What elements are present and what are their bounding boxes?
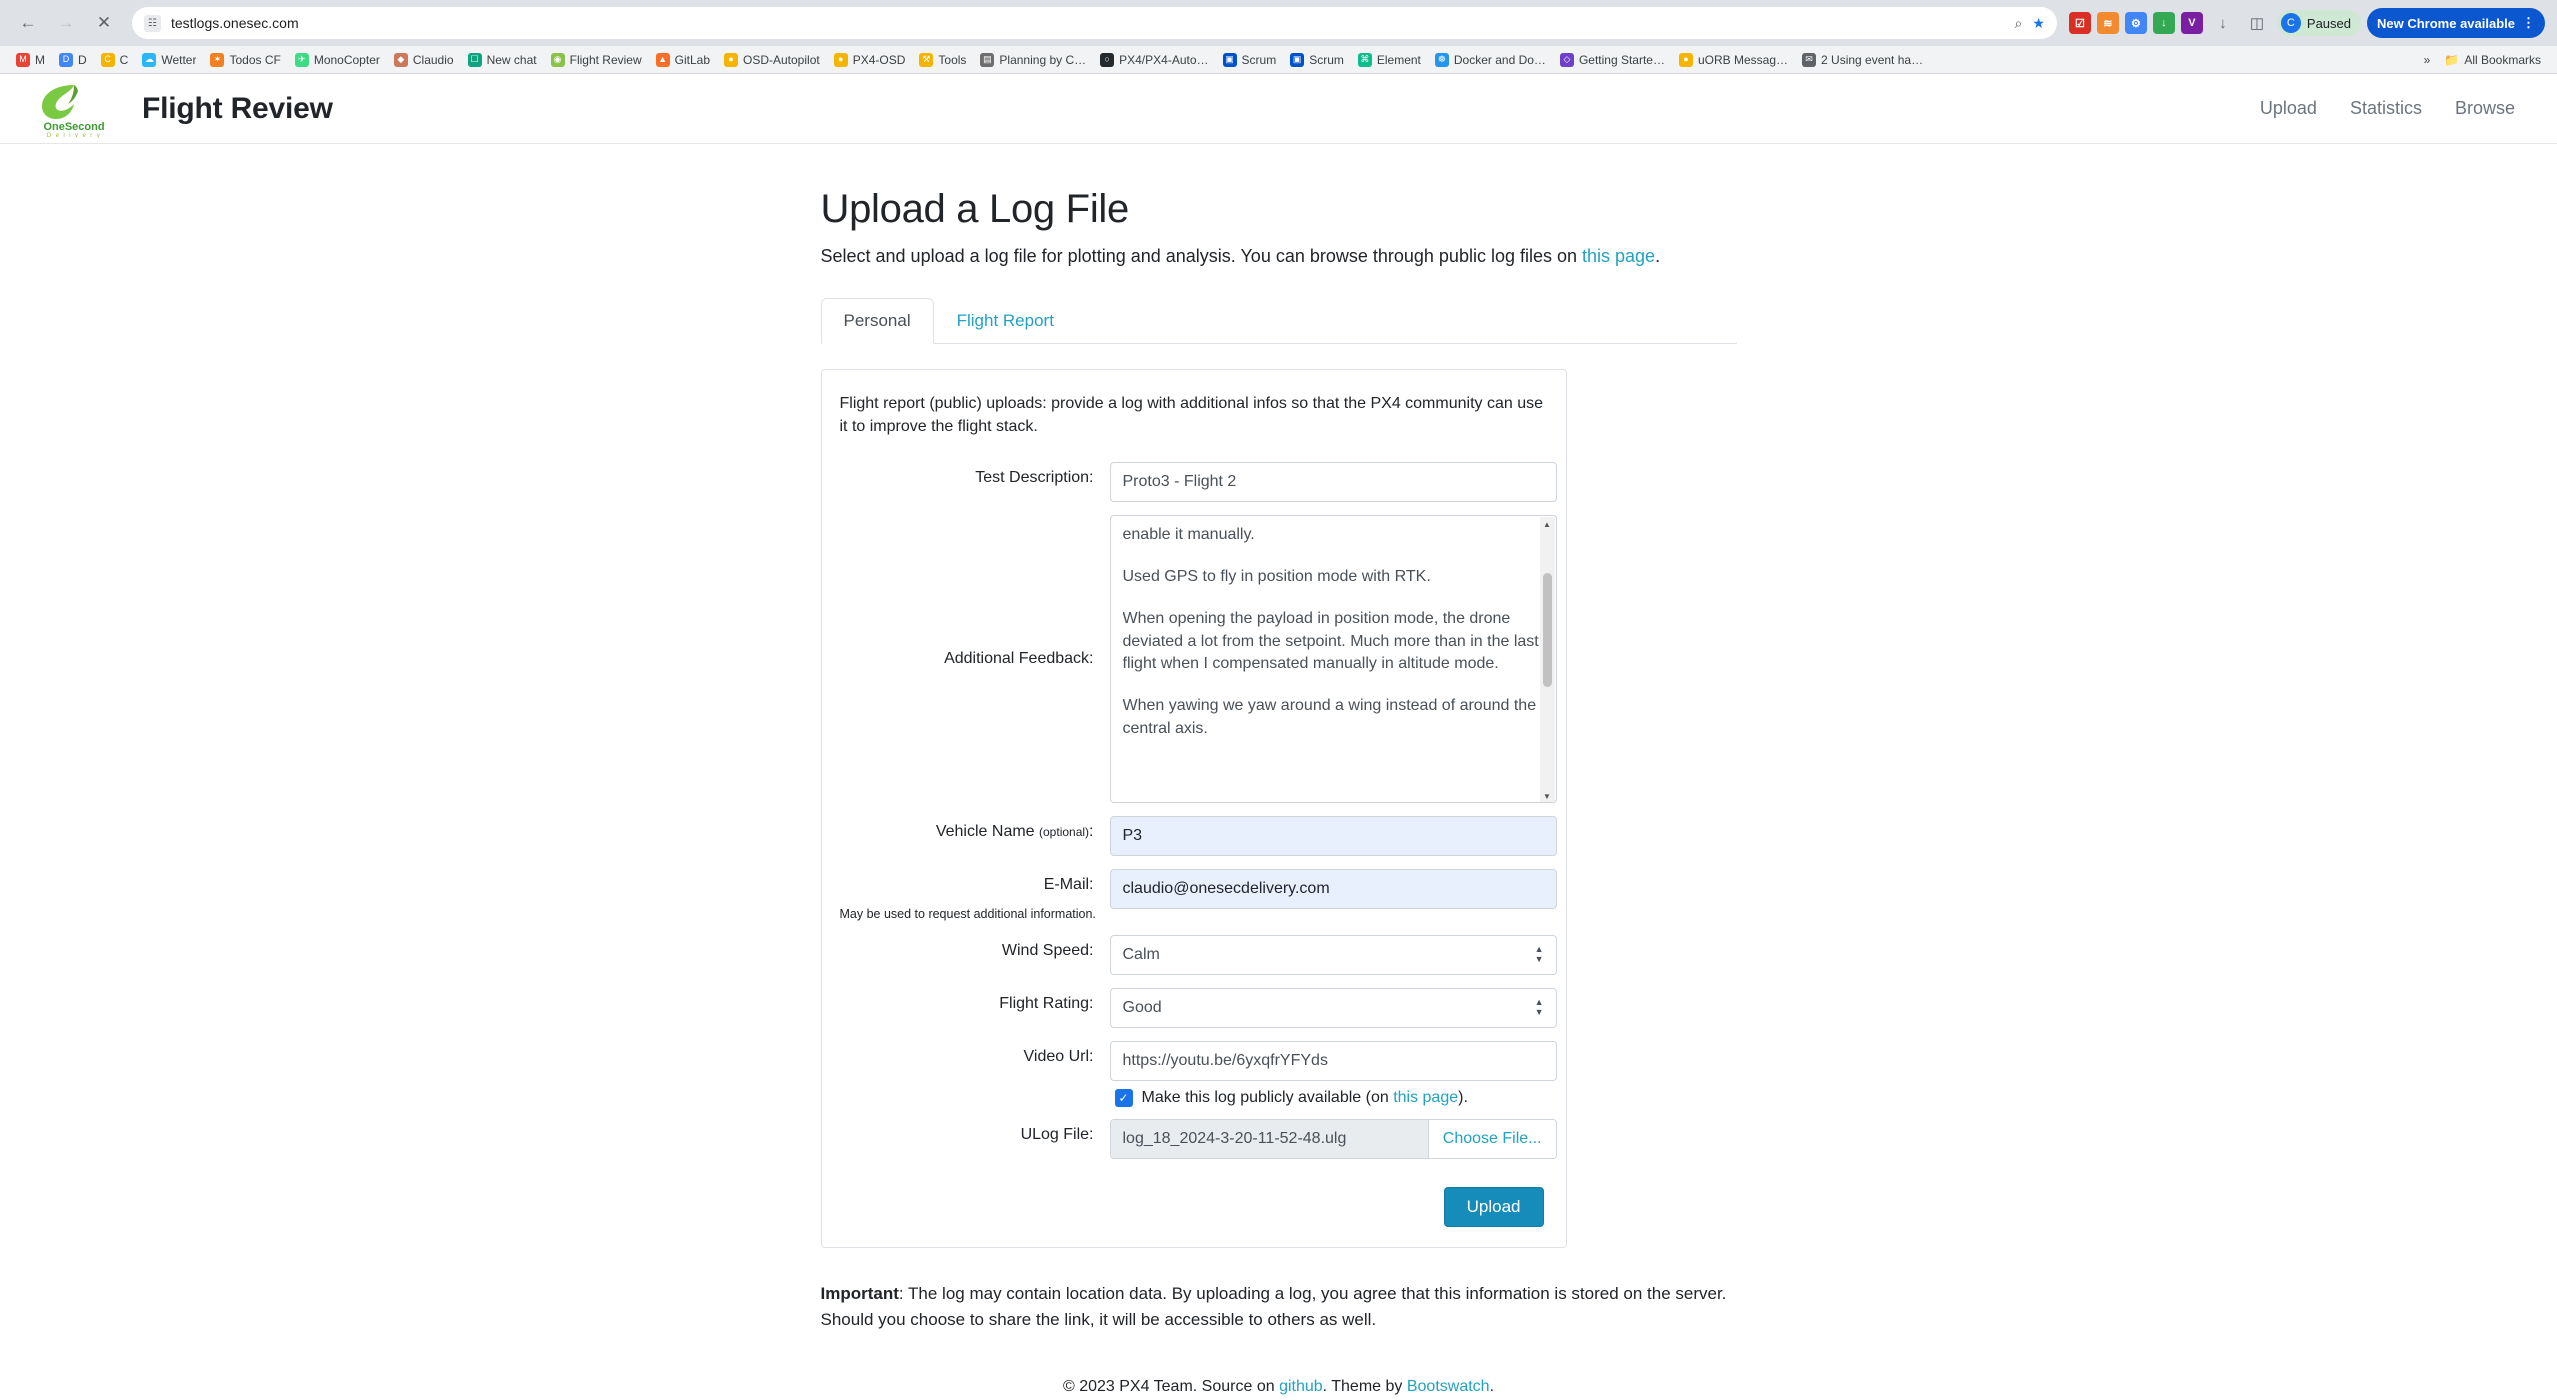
feedback-text-content xyxy=(1123,524,1543,794)
back-icon[interactable]: ← xyxy=(19,13,37,32)
vehicle-name-input[interactable]: P3 xyxy=(1110,816,1557,856)
footer-theme-suffix: . xyxy=(1489,1377,1495,1395)
wind-speed-select[interactable] xyxy=(1110,935,1557,975)
feedback-paragraph: enable it manually. xyxy=(1122,526,1255,544)
bookmark-label: Todos CF xyxy=(229,52,281,67)
vehicle-label xyxy=(840,816,1110,841)
tab-personal[interactable]: Personal xyxy=(821,298,934,344)
all-bookmarks-button[interactable] xyxy=(2438,50,2547,70)
bookmark-label: Scrum xyxy=(1309,52,1344,67)
public-log-row xyxy=(1115,1089,1544,1107)
address-bar[interactable] xyxy=(132,7,2057,39)
footer-github-link[interactable]: github xyxy=(1279,1377,1323,1395)
form-row-ulog xyxy=(840,1119,1544,1159)
mail-icon: ✉ xyxy=(1802,53,1816,67)
form-row-email xyxy=(840,869,1544,909)
bookmark-label: Getting Starte… xyxy=(1578,52,1665,67)
bookmark-item[interactable] xyxy=(1796,50,1929,70)
bookmark-item[interactable] xyxy=(388,50,460,70)
bookmark-label: uORB Messag… xyxy=(1697,52,1789,67)
bookmark-star-icon[interactable]: ★ xyxy=(2032,14,2045,31)
chevron-updown-icon: ▲ ▼ xyxy=(1534,944,1544,965)
flight-review-icon: ◉ xyxy=(551,53,565,67)
svg-text:OneSecond: OneSecond xyxy=(43,120,105,133)
bookmark-item[interactable] xyxy=(1673,50,1794,70)
chat-icon: ☐ xyxy=(468,53,482,67)
feedback-field-wrap xyxy=(1110,515,1557,803)
public-log-label xyxy=(1142,1089,1468,1107)
folder-icon: ● xyxy=(834,53,848,67)
chrome-update-label: New Chrome available xyxy=(2377,15,2515,31)
bookmark-item[interactable] xyxy=(462,50,543,70)
bookmark-item[interactable] xyxy=(1094,50,1214,70)
bookmark-item[interactable] xyxy=(545,50,648,70)
panel-note: Flight report (public) uploads: provide a log with additional infos so that the PX4 community can use it to improve the flight stack. xyxy=(839,395,1543,436)
bookmark-label: Wetter xyxy=(161,52,197,67)
browser-toolbar xyxy=(0,0,2557,46)
nav-statistics[interactable]: Statistics xyxy=(2349,98,2422,118)
extension-vimium-icon[interactable]: ↓ xyxy=(2153,12,2175,34)
scrollbar-thumb[interactable] xyxy=(1543,573,1552,687)
site-navbar xyxy=(0,74,2557,144)
bookmark-item[interactable] xyxy=(289,50,386,70)
vehicle-label-text: Vehicle Name xyxy=(935,823,1035,841)
form-row-rating xyxy=(840,988,1544,1028)
bookmark-favicon-c: C xyxy=(101,53,115,67)
bookmark-label: Tools xyxy=(938,52,967,67)
bookmark-item[interactable] xyxy=(1429,50,1552,70)
brand[interactable] xyxy=(22,80,333,138)
bookmark-item[interactable] xyxy=(1554,50,1671,70)
main-container xyxy=(821,144,1737,1248)
downloads-icon[interactable]: ↓ xyxy=(2219,14,2227,32)
feedback-paragraph: Used GPS to fly in position mode with RTK. xyxy=(1122,568,1431,586)
upload-button[interactable]: Upload xyxy=(1444,1187,1544,1227)
avatar: C xyxy=(2281,13,2301,33)
ulog-field-wrap xyxy=(1110,1119,1557,1159)
bookmark-item[interactable] xyxy=(136,50,202,70)
form-row-description xyxy=(840,462,1544,502)
nav-upload[interactable]: Upload xyxy=(2259,98,2317,118)
wind-label: Wind Speed: xyxy=(1001,942,1094,960)
kebab-menu-icon[interactable]: ⋮ xyxy=(2522,15,2535,30)
bookmark-label: MonoCopter xyxy=(313,52,380,67)
email-input[interactable]: claudio@onesecdelivery.com xyxy=(1110,869,1557,909)
video-url-input[interactable]: https://youtu.be/6yxqfrYFYds xyxy=(1110,1041,1557,1081)
cloud-icon: ☁ xyxy=(142,53,156,67)
bookmark-label: GitLab xyxy=(674,52,710,67)
bookmarks-overflow-icon[interactable]: » xyxy=(2423,52,2431,67)
site-info-icon[interactable]: ☷ xyxy=(144,15,161,32)
flight-rating-select[interactable] xyxy=(1110,988,1557,1028)
bookmark-item[interactable] xyxy=(95,50,135,70)
footer-theme-prefix: . Theme by xyxy=(1322,1377,1407,1395)
bookmark-label: Element xyxy=(1376,52,1421,67)
bookmark-item[interactable] xyxy=(974,50,1092,70)
flight-rating-value: Good xyxy=(1122,999,1162,1017)
footer-bootswatch-link[interactable]: Bootswatch xyxy=(1406,1377,1490,1395)
github-icon: ○ xyxy=(1100,53,1114,67)
lead-suffix: . xyxy=(1655,246,1661,266)
scroll-up-icon[interactable]: ▲ xyxy=(1543,519,1551,529)
bookmarks-bar xyxy=(0,46,2557,74)
all-bookmarks-label: All Bookmarks xyxy=(2464,52,2541,67)
public-log-suffix: ). xyxy=(1458,1089,1468,1107)
profile-chip[interactable] xyxy=(2277,10,2361,36)
page-lead xyxy=(821,246,1737,267)
lead-text: Select and upload a log file for plotting and analysis. You can browse through public log files on xyxy=(820,246,1583,266)
chevron-updown-icon: ▲ ▼ xyxy=(1534,997,1544,1018)
video-field-wrap xyxy=(1110,1041,1557,1081)
side-panel-icon[interactable]: ◫ xyxy=(2249,15,2264,32)
bookmark-favicon-d: D xyxy=(59,53,73,67)
site-footer xyxy=(0,1378,2557,1396)
important-text: : The log may contain location data. By uploading a log, you agree that this information is stored on the server. Should you choose to share the link, it will be accessible to others as well. xyxy=(820,1284,1727,1329)
svg-text:D e l i v e r y: D e l i v e r y xyxy=(46,132,102,138)
bookmark-label: Planning by C… xyxy=(999,52,1087,67)
book-icon: ◇ xyxy=(1560,53,1574,67)
form-row-feedback xyxy=(840,515,1551,803)
bookmark-item[interactable] xyxy=(204,50,286,70)
extension-v-icon[interactable]: V xyxy=(2181,12,2203,34)
rating-field-wrap xyxy=(1110,988,1557,1028)
address-bar-url[interactable]: testlogs.onesec.com xyxy=(171,15,299,31)
bookmark-item[interactable] xyxy=(650,50,716,70)
sparkle-icon: ✶ xyxy=(210,53,224,67)
tab-flight-report[interactable]: Flight Report xyxy=(956,311,1054,330)
feedback-scrollbar[interactable] xyxy=(1540,517,1555,803)
bookmark-label: Scrum xyxy=(1241,52,1277,67)
important-note xyxy=(821,1281,1737,1331)
wind-field-wrap xyxy=(1110,935,1557,975)
form-row-wind xyxy=(840,935,1544,975)
vehicle-label-optional: (optional) xyxy=(1039,825,1090,840)
video-label: Video Url: xyxy=(1023,1048,1094,1066)
nav-browse[interactable]: Browse xyxy=(2454,98,2515,118)
bookmark-item[interactable] xyxy=(718,50,826,70)
plane-icon: ✈ xyxy=(295,53,309,67)
folder-icon: 📁 xyxy=(2444,52,2460,67)
onesecond-delivery-logo xyxy=(22,80,126,138)
public-log-this-page-link[interactable]: this page xyxy=(1393,1089,1459,1107)
bookmark-favicon-m: M xyxy=(16,53,30,67)
page-title: Upload a Log File xyxy=(820,187,1129,231)
bookmark-label: C xyxy=(119,52,129,67)
forward-icon[interactable]: → xyxy=(57,13,75,32)
stop-loading-icon[interactable]: ✕ xyxy=(96,13,112,32)
folder-icon: ● xyxy=(1679,53,1693,67)
footer-copyright: © 2023 PX4 Team. Source on xyxy=(1062,1377,1280,1395)
search-icon[interactable]: ⌕ xyxy=(2014,14,2023,31)
important-bold-label: Important xyxy=(820,1284,899,1304)
bookmark-label: D xyxy=(78,52,87,67)
extension-gift-icon[interactable]: ☑ xyxy=(2069,12,2091,34)
feedback-label: Additional Feedback: xyxy=(944,650,1094,668)
docker-icon: ☸ xyxy=(1435,53,1449,67)
bookmark-item[interactable] xyxy=(10,50,51,70)
claude-icon: ◆ xyxy=(394,53,408,67)
extension-rss-icon[interactable]: ≋ xyxy=(2097,12,2119,34)
wind-speed-value: Calm xyxy=(1122,946,1160,964)
bookmark-item[interactable] xyxy=(913,50,972,70)
page-content xyxy=(0,74,2557,1399)
browser-chrome xyxy=(0,0,2557,74)
feedback-paragraph: When yawing we yaw around a wing instead of around the central axis. xyxy=(1122,696,1537,737)
vehicle-label-colon: : xyxy=(1089,823,1094,841)
bookmark-label: New chat xyxy=(486,52,537,67)
bookmark-item[interactable] xyxy=(1352,50,1427,70)
bookmark-item[interactable] xyxy=(1217,50,1283,70)
element-icon: ⌘ xyxy=(1358,53,1372,67)
bookmark-label: Flight Review xyxy=(569,52,642,67)
wrench-icon: ⚒ xyxy=(919,53,933,67)
lead-this-page-link[interactable]: this page xyxy=(1582,246,1656,266)
upload-form-panel xyxy=(821,369,1567,1248)
bookmark-label: M xyxy=(35,52,45,67)
email-field-wrap xyxy=(1110,869,1557,909)
bookmark-label: Claudio xyxy=(412,52,454,67)
scroll-down-icon[interactable]: ▼ xyxy=(1543,791,1551,801)
vehicle-field-wrap xyxy=(1110,816,1557,856)
bookmark-item[interactable] xyxy=(1284,50,1350,70)
public-log-checkbox[interactable]: ✓ xyxy=(1115,1089,1133,1107)
bookmark-item[interactable] xyxy=(828,50,912,70)
bookmark-label: PX4/PX4-Auto… xyxy=(1119,52,1209,67)
table-icon: ▤ xyxy=(980,53,994,67)
bookmark-label: 2 Using event ha… xyxy=(1821,52,1924,67)
bookmark-item[interactable] xyxy=(53,50,93,70)
upload-tabs xyxy=(821,298,1737,344)
folder-icon: ● xyxy=(724,53,738,67)
form-row-vehicle xyxy=(840,816,1544,856)
bookmark-label: PX4-OSD xyxy=(852,52,906,67)
navbar-links xyxy=(2260,98,2535,119)
brand-title: Flight Review xyxy=(142,91,333,125)
description-field-wrap xyxy=(1110,462,1557,502)
feedback-textarea[interactable] xyxy=(1110,515,1557,803)
jira-icon: ▣ xyxy=(1290,53,1304,67)
choose-file-button[interactable]: Choose File... xyxy=(1428,1120,1556,1158)
ulog-label: ULog File: xyxy=(1020,1126,1094,1144)
gitlab-icon: ▲ xyxy=(656,53,670,67)
submit-row xyxy=(840,1187,1544,1227)
profile-status-label: Paused xyxy=(2306,15,2351,31)
ulog-file-name: log_18_2024-3-20-11-52-48.ulg xyxy=(1111,1120,1428,1158)
bookmark-label: Docker and Do… xyxy=(1453,52,1546,67)
rating-label: Flight Rating: xyxy=(999,995,1094,1013)
jira-icon: ▣ xyxy=(1223,53,1237,67)
ulog-file-input[interactable] xyxy=(1110,1119,1557,1159)
public-log-text: Make this log publicly available (on xyxy=(1141,1089,1394,1107)
email-label: E-Mail: xyxy=(1043,876,1094,894)
chrome-update-button[interactable] xyxy=(2367,8,2545,38)
email-help-text: May be used to request additional information. xyxy=(839,907,1096,922)
feedback-paragraph: When opening the payload in position mode, the drone deviated a lot from the setpoint. Much more than in the last flight when I compensated manually in altitude mode. xyxy=(1122,609,1539,673)
bookmark-label: OSD-Autopilot xyxy=(743,52,820,67)
form-row-video xyxy=(840,1041,1544,1081)
description-input[interactable]: Proto3 - Flight 2 xyxy=(1110,462,1557,502)
description-label: Test Description: xyxy=(975,469,1094,487)
extension-puzzle-icon[interactable]: ⚙ xyxy=(2125,12,2147,34)
